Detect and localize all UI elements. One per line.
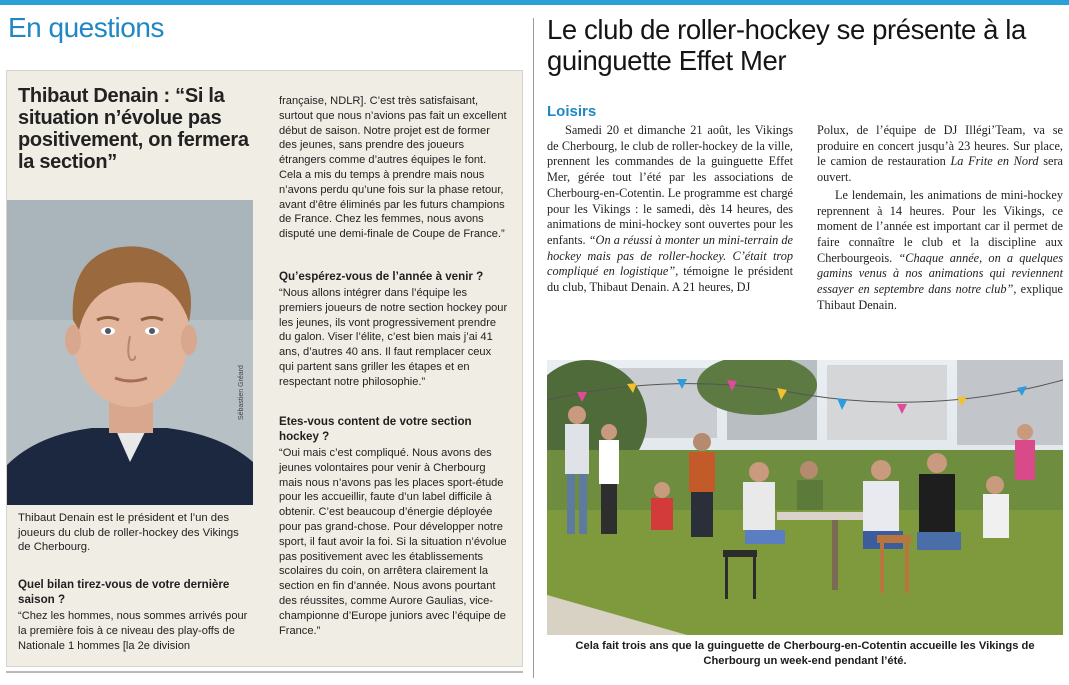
answer-1-start: “Chez les hommes, nous sommes arrivés pour la première fois à ce niveau des play-offs de Nationale 1 hommes [la 2e division	[18, 610, 248, 652]
scene-caption: Cela fait trois ans que la guinguette de Cherbourg-en-Cotentin accueille les Vikings de Cherbourg un week-end pendant l’été.	[575, 640, 1035, 667]
article-title: Le club de roller-hockey se présente à la guinguette Effet Mer	[547, 14, 1026, 76]
question-2: Qu’espérez-vous de l’année à venir ?	[279, 270, 484, 283]
bottom-rule	[6, 671, 523, 673]
question-1: Quel bilan tirez-vous de votre dernière saison ?	[18, 578, 230, 606]
answer-2: “Nous allons intégrer dans l’équipe les premiers joueurs de notre section hockey pour les jeunes, ils vont progressivement prendre du galon. Viser l’élite, c’est bien mais j’ai 41 ans, d’autres 40 ans. Il faut remplacer ceux qui partent sans griller les étapes et en respectant notre philosophie.”	[279, 287, 508, 388]
article-column-2	[817, 123, 1063, 313]
article-p1-b: , témoigne le président du club, Thibaut Denain. A 21 heures, DJ	[547, 264, 793, 295]
section-title: En questions	[8, 12, 164, 43]
article-food-truck: La Frite en Nord	[950, 154, 1039, 169]
portrait-caption: Thibaut Denain est le président et l’un des joueurs du club de roller-hockey des Vikings de Cherbourg.	[18, 512, 239, 553]
article-p2-a: Polux, de l’équipe de DJ Illégi’Team, va se produire en concert jusqu’à 23 heures. Sur place, le camion de restauration	[817, 123, 1063, 169]
guinguette-illustration	[547, 360, 1063, 635]
article-rubric: Loisirs	[547, 103, 597, 120]
portrait-illustration	[7, 200, 253, 505]
photo-credit: Sébastien Gréard	[238, 365, 245, 420]
article-p3-a: Le lendemain, les animations de mini-hockey reprennent à 14 heures. Pour les Vikings, ce moment de l’année est important car il permet de faire connaître le club et la discipline aux Cherbourgeois.	[817, 187, 1063, 265]
column-divider	[533, 18, 534, 678]
guinguette-photo	[547, 360, 1063, 635]
article-p3-b: , explique Thibaut Denain.	[817, 282, 1063, 312]
article-p2-b: sera ouvert.	[817, 154, 1063, 185]
article-p3-quote: “Chaque année, on a quelques gamins venus à nos animations qui reviennent essayer en septembre dans notre club”	[817, 250, 1064, 297]
top-accent-bar	[0, 0, 1069, 5]
question-3: Etes-vous content de votre section hockey ?	[279, 415, 472, 443]
portrait-photo	[7, 200, 253, 505]
answer-1-end: française, NDLR]. C’est très satisfaisant, surtout que nous n’avions pas fait un excellent début de saison. Notre projet est de former des jeunes, sans prendre des joueurs étrangers comme d’autres équipes le font. Cela a mis du temps à prendre mais nous n’avons perdu qu’une fois sur la phase retour, avant d’être éliminés par les futurs champions de France. Chez les femmes, nous avons disputé une demi-finale de Coupe de France.”	[279, 95, 507, 241]
article-p1-quote: “On a réussi à monter un mini-terrain de hockey mais pas de roller-hockey. C’était trop compliqué en logistique”	[547, 232, 793, 279]
interview-headline: Thibaut Denain : “Si la situation n’évolue pas positivement, on fermera la section”	[18, 85, 249, 173]
article-p1-a: Samedi 20 et dimanche 21 août, les Vikings de Cherbourg, le club de roller-hockey de la ville, prennent les commandes de la guinguette Effet Mer, gérée tout l’été par les associations de Cherbourg-en-Cotentin. Le programme est chargé pour les Vikings : le samedi, dès 14 heures, des animations de mini-hockey sont ouvertes pour les enfants.	[547, 123, 793, 247]
article-column-1	[547, 123, 793, 296]
answer-3: “Oui mais c’est compliqué. Nous avons des jeunes volontaires pour venir à Cherbourg mais nous n’avons pas les places sport-étude pour les accueillir, faute d’un label difficile à obtenir. C’est beaucoup d’énergie déployée pour pas grand-chose. Pour développer notre sport, il faut avoir la foi. Si la situation n’évolue pas positivement avec les établissements scolaires du coin, on arrêtera clairement la section en fin d’année. Nous avons pourtant des réussites, comme Aurore Gaulias, vice-championne d’Europe juniors avec l’équipe de France.”	[279, 447, 507, 637]
